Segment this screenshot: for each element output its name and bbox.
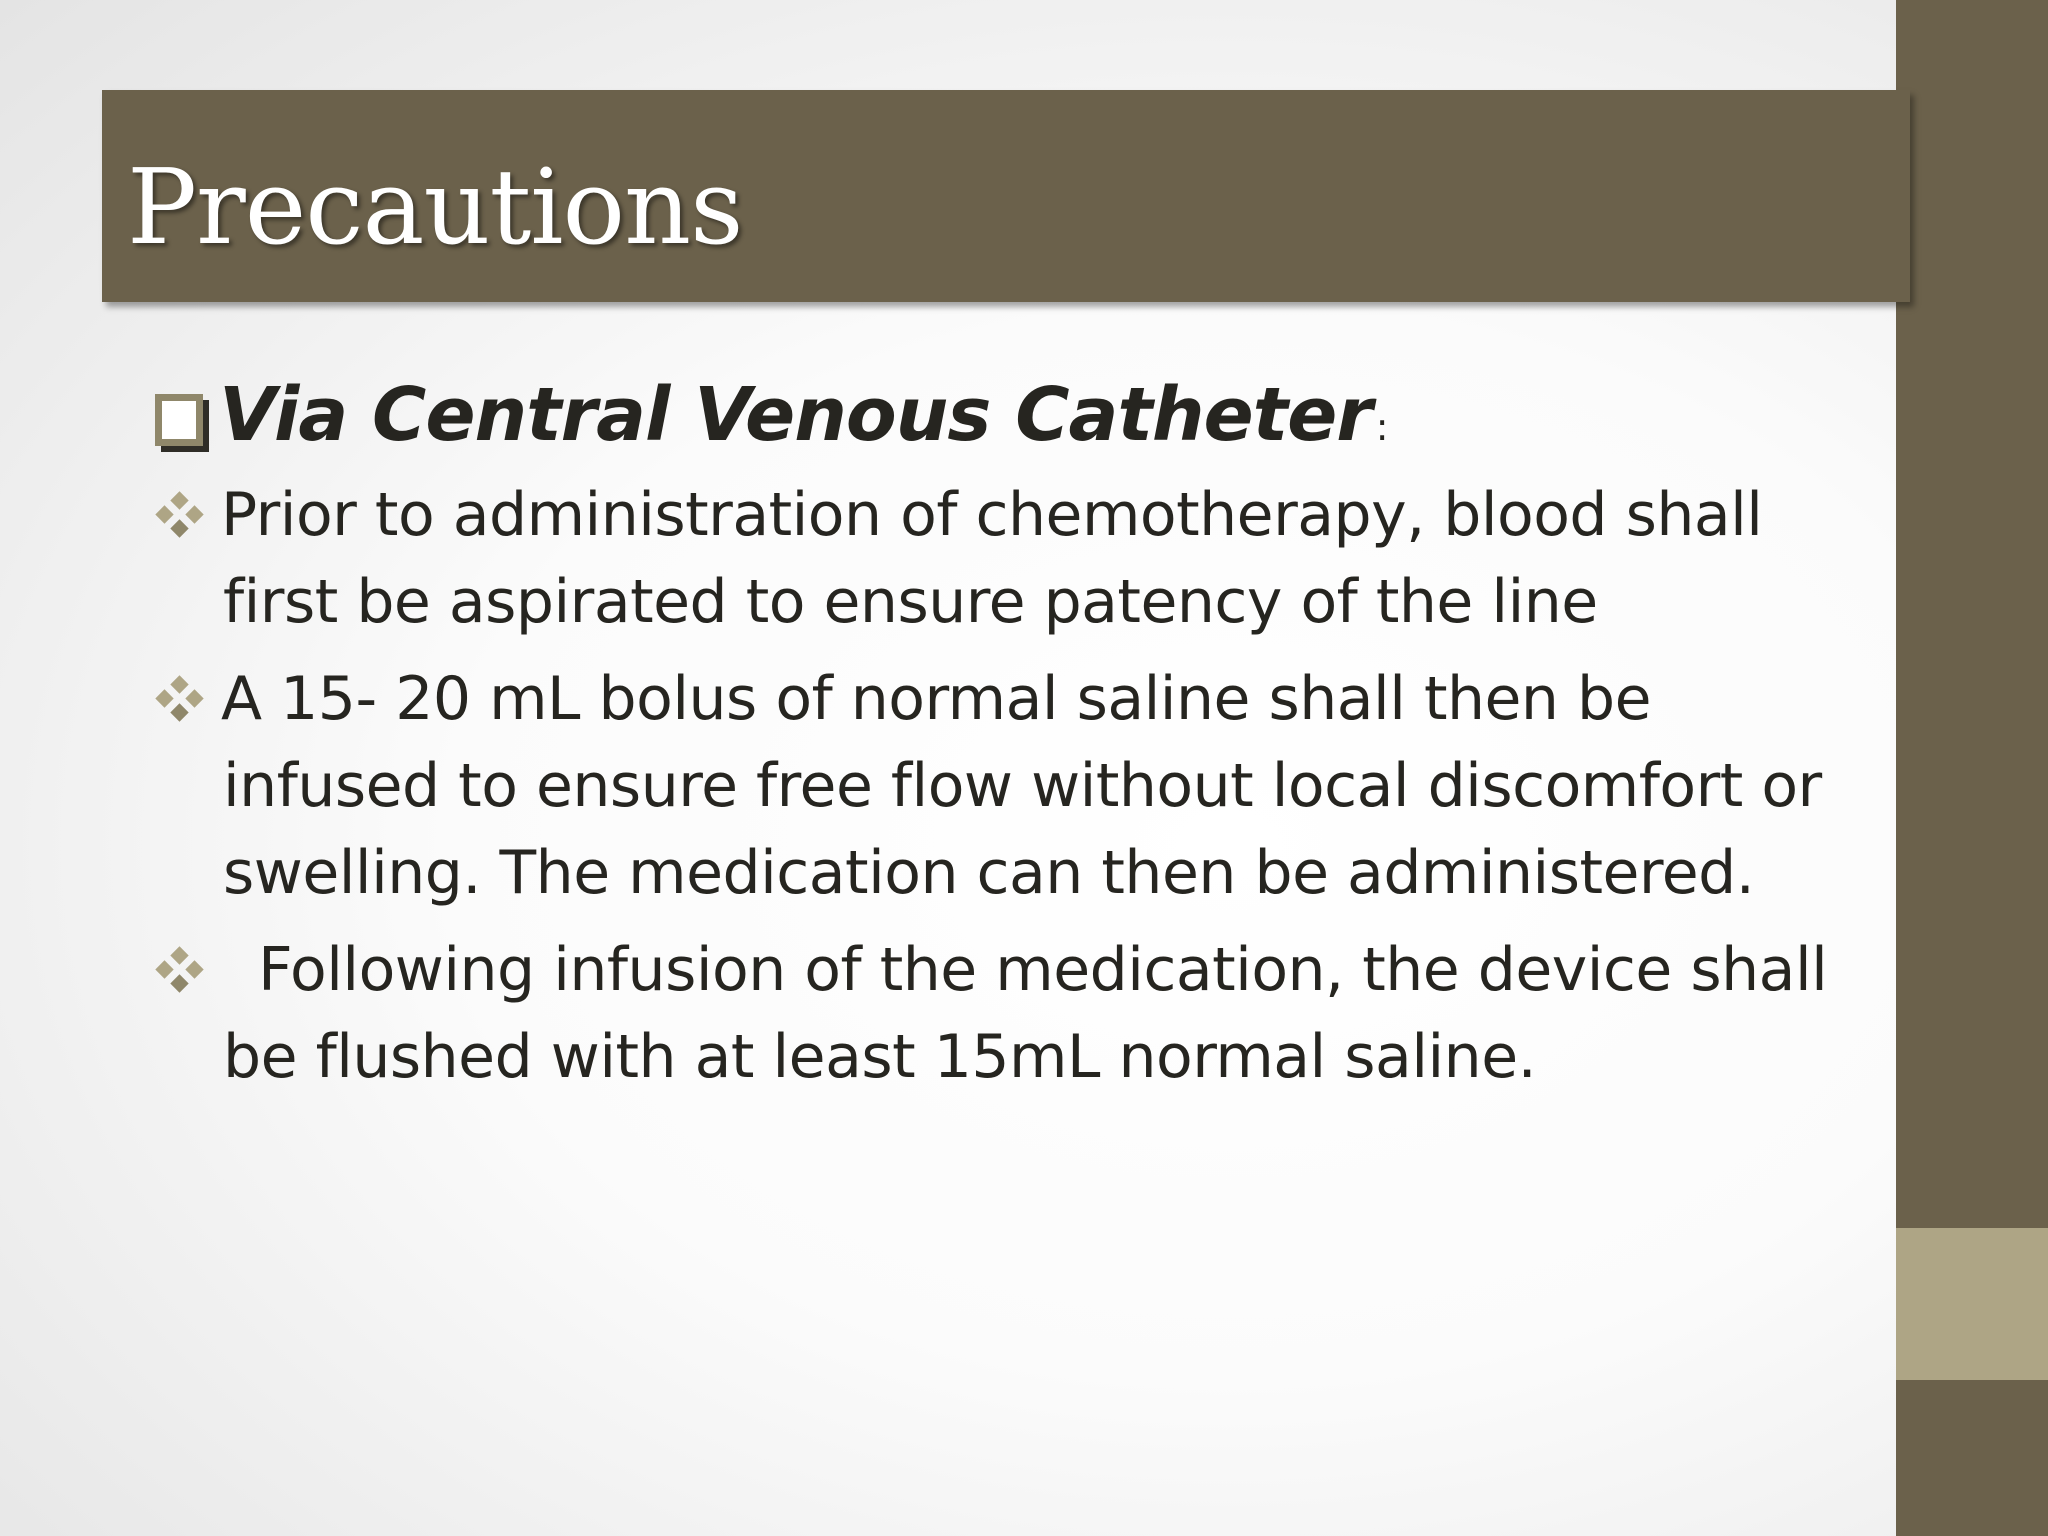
bullet-point: [155, 472, 1875, 646]
bullet-point-text: Prior to administration of chemotherapy, blood shall first be aspirated to ensure patency of the line: [221, 480, 1763, 637]
checkbox-icon: [155, 394, 203, 446]
bullet-point-text: Following infusion of the medication, the device shall be flushed with at least 15mL normal saline.: [221, 935, 1846, 1092]
slide-content: [155, 372, 1875, 1111]
side-accent-block: [1896, 1228, 2048, 1380]
bullet-point-text: A 15- 20 mL bolus of normal saline shall then be infused to ensure free flow without local discomfort or swelling. The medication can then be administered.: [221, 664, 1822, 908]
diamond-cluster-icon: [155, 949, 205, 991]
slide-title: Precautions: [127, 146, 743, 268]
diamond-cluster-icon: [155, 678, 205, 720]
section-heading-colon: :: [1375, 405, 1389, 449]
bullet-point: [155, 656, 1875, 917]
bullet-point: [155, 927, 1875, 1101]
diamond-cluster-icon: [155, 494, 205, 536]
section-heading-text: Via Central Venous Catheter: [219, 372, 1372, 458]
section-heading: [155, 372, 1875, 458]
